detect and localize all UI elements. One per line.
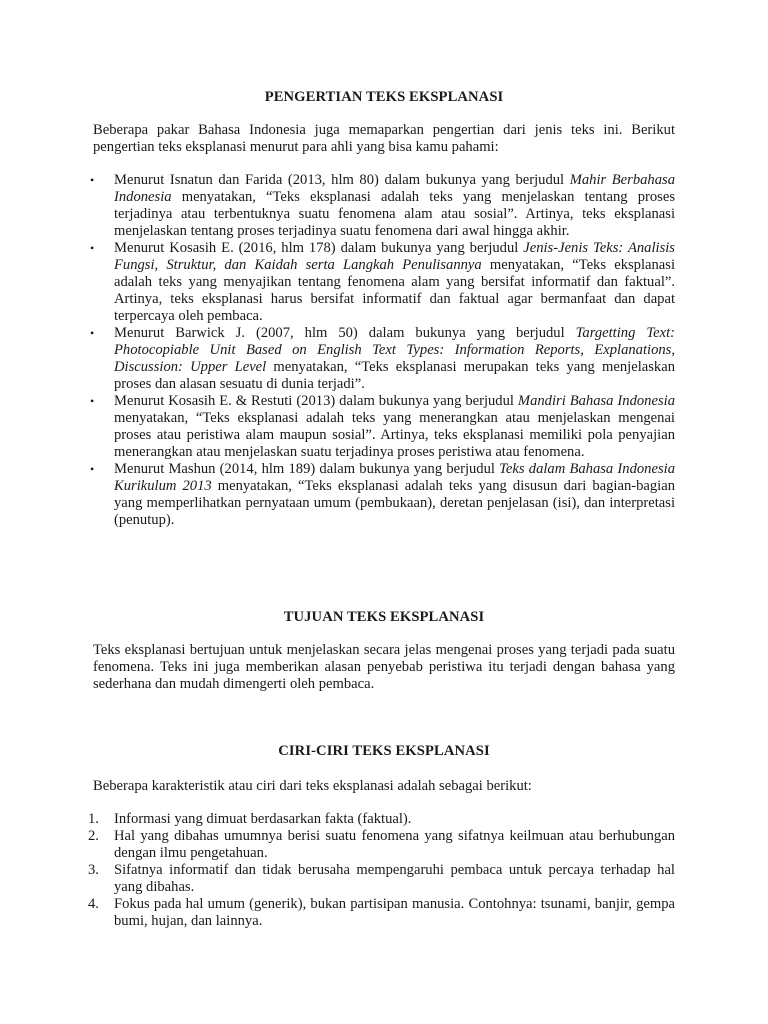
list-item [88,862,675,896]
characteristics-list [88,811,675,930]
item-text: Menurut Kosasih E. & Restuti (2013) dalam bukunya yang berjudul [114,393,518,409]
list-item [90,461,675,529]
list-item [88,896,675,930]
book-title: Mahir Berbahasa Indonesia [114,172,675,205]
list-item [90,325,675,393]
item-text: menyatakan, “Teks eksplanasi adalah teks yang menerangkan atau menjelaskan mengenai proses atau peristiwa alam maupun sosial”. Artinya, teks eksplanasi memiliki pola penyajian menerangkan atau menjelaskan suatu terjadinya proses peristiwa atau fenomena. [114,410,675,460]
list-item [88,828,675,862]
bullet-marker: • [90,394,95,408]
item-text: menyatakan, “Teks eksplanasi adalah teks yang disusun dari bagian-bagian yang memperlihatkan pernyataan umum (pembukaan), deretan penjelasan (isi), dan interpretasi (penutup). [114,478,675,528]
section-intro-ciri-ciri: Beberapa karakteristik atau ciri dari teks eksplanasi adalah sebagai berikut: [93,778,532,794]
item-number: 1. [88,811,99,827]
list-item [90,172,675,240]
item-text: Menurut Barwick J. (2007, hlm 50) dalam bukunya yang berjudul [114,325,576,341]
item-number: 3. [88,862,99,878]
list-item [88,811,675,828]
item-text: Informasi yang dimuat berdasarkan fakta (faktual). [114,811,412,827]
section-intro-pengertian: Beberapa pakar Bahasa Indonesia juga memaparkan pengertian dari jenis teks ini. Berikut pengertian teks eksplanasi menurut para ahli yang bisa kamu pahami: [93,122,675,155]
book-title: Jenis-Jenis Teks: Analisis Fungsi, Struktur, dan Kaidah serta Langkah Penulisannya [114,240,675,273]
item-text: menyatakan, “Teks eksplanasi adalah teks yang menjelaskan tentang proses terjadinya atau terbentuknya suatu fenomena alam atau sosial”. Artinya, teks eksplanasi menjelaskan tentang proses terjadinya suatu fenomena dari awal hingga akhir. [114,189,675,239]
item-text: Menurut Mashun (2014, hlm 189) dalam bukunya yang berjudul [114,461,500,477]
item-text: menyatakan, “Teks eksplanasi merupakan teks yang menjelaskan proses dan alasan sesuatu di dunia terjadi”. [114,359,675,392]
item-number: 2. [88,828,99,844]
item-text: Hal yang dibahas umumnya berisi suatu fenomena yang sifatnya keilmuan atau berhubungan dengan ilmu pengetahuan. [114,828,675,861]
item-text: menyatakan, “Teks eksplanasi adalah teks yang menyajikan tentang fenomena alam yang bersifat informatif dan faktual”. Artinya, teks eksplanasi harus bersifat informatif dan faktual agar bermanfaat dan dapat terpercaya oleh pembaca. [114,257,676,324]
definition-list [90,172,676,529]
section-paragraph-tujuan: Teks eksplanasi bertujuan untuk menjelaskan secara jelas mengenai proses yang terjadi pada suatu fenomena. Teks ini juga memberikan alasan penyebab peristiwa itu terjadi dengan bahasa yang sederhana dan mudah dimengerti oleh pembaca. [93,642,675,692]
bullet-marker: • [90,173,95,187]
section-title-ciri-ciri: CIRI-CIRI TEKS EKSPLANASI [278,743,490,759]
bullet-marker: • [90,326,95,340]
item-text: Fokus pada hal umum (generik), bukan partisipan manusia. Contohnya: tsunami, banjir, gempa bumi, hujan, dan lainnya. [114,896,675,929]
item-text: Menurut Kosasih E. (2016, hlm 178) dalam bukunya yang berjudul [114,240,524,256]
book-title: Teks dalam Bahasa Indonesia Kurikulum 2013 [114,461,675,494]
book-title: Targetting Text: Photocopiable Unit Based on English Text Types: Information Reports, Explanations, Discussion: Upper Level [114,325,675,375]
item-number: 4. [88,896,99,912]
book-title: Mandiri Bahasa Indonesia [517,393,675,409]
bullet-marker: • [90,462,95,476]
list-item [90,393,675,461]
bullet-marker: • [90,241,95,255]
item-text: Menurut Isnatun dan Farida (2013, hlm 80) dalam bukunya yang berjudul [114,172,570,188]
item-text: Sifatnya informatif dan tidak berusaha mempengaruhi pembaca untuk percaya terhadap hal yang dibahas. [114,862,675,895]
list-item [90,240,676,325]
section-title-tujuan: TUJUAN TEKS EKSPLANASI [283,609,485,625]
section-title-pengertian: PENGERTIAN TEKS EKSPLANASI [264,89,504,105]
